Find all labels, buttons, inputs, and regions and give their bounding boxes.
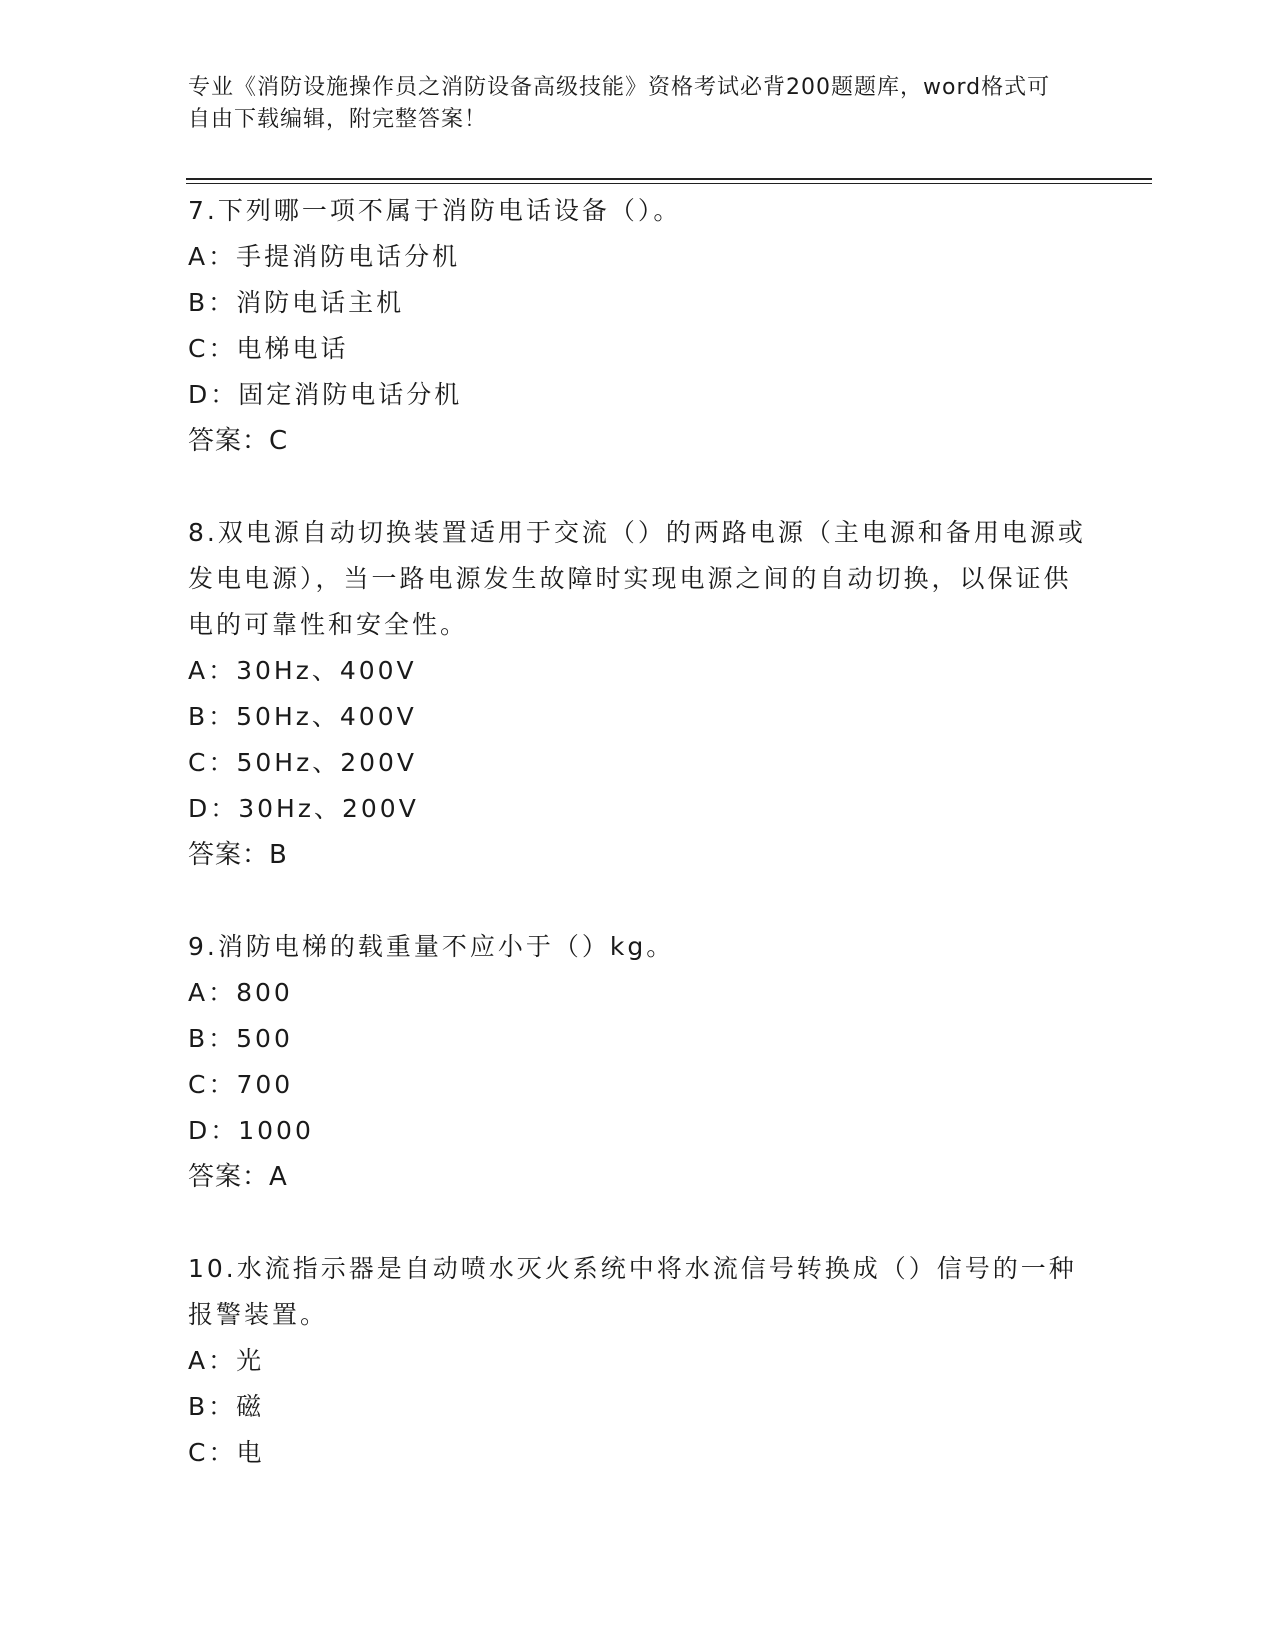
- document-header: 专业《消防设施操作员之消防设备高级技能》资格考试必背200题题库，word格式可自由下载编辑，附完整答案！: [188, 75, 1051, 132]
- answer: 答案：B: [188, 840, 288, 870]
- answer: 答案：C: [188, 426, 289, 456]
- spacer: [188, 878, 1088, 924]
- option-c: C：电梯电话: [188, 334, 349, 363]
- question-stem: 8.双电源自动切换装置适用于交流（）的两路电源（主电源和备用电源或发电电源），当一路电源发生故障时实现电源之间的自动切换，以保证供电的可靠性和安全性。: [188, 518, 1086, 639]
- option-a: A：光: [188, 1346, 265, 1375]
- question-8: [188, 510, 1088, 878]
- option-d: D：固定消防电话分机: [188, 380, 463, 409]
- option-a: A：30Hz、400V: [188, 656, 417, 685]
- question-9: [188, 924, 1088, 1200]
- spacer: [188, 1200, 1088, 1246]
- option-c: C：电: [188, 1438, 265, 1467]
- question-stem: 9.消防电梯的载重量不应小于（）kg。: [188, 932, 675, 961]
- option-d: D：1000: [188, 1116, 314, 1145]
- question-list: [188, 188, 1088, 1476]
- option-c: C：700: [188, 1070, 294, 1099]
- header-divider-bottom: [186, 183, 1152, 184]
- question-stem: 10.水流指示器是自动喷水灭火系统中将水流信号转换成（）信号的一种报警装置。: [188, 1254, 1077, 1329]
- option-b: B：磁: [188, 1392, 265, 1421]
- answer: 答案：A: [188, 1162, 288, 1192]
- option-a: A：手提消防电话分机: [188, 242, 461, 271]
- option-b: B：消防电话主机: [188, 288, 405, 317]
- header-divider-top: [186, 178, 1152, 180]
- option-d: D：30Hz、200V: [188, 794, 419, 823]
- question-7: [188, 188, 1088, 464]
- option-c: C：50Hz、200V: [188, 748, 418, 777]
- question-stem: 7.下列哪一项不属于消防电话设备（）。: [188, 196, 682, 225]
- option-b: B：500: [188, 1024, 293, 1053]
- option-b: B：50Hz、400V: [188, 702, 417, 731]
- question-10: [188, 1246, 1088, 1476]
- spacer: [188, 464, 1088, 510]
- option-a: A：800: [188, 978, 293, 1007]
